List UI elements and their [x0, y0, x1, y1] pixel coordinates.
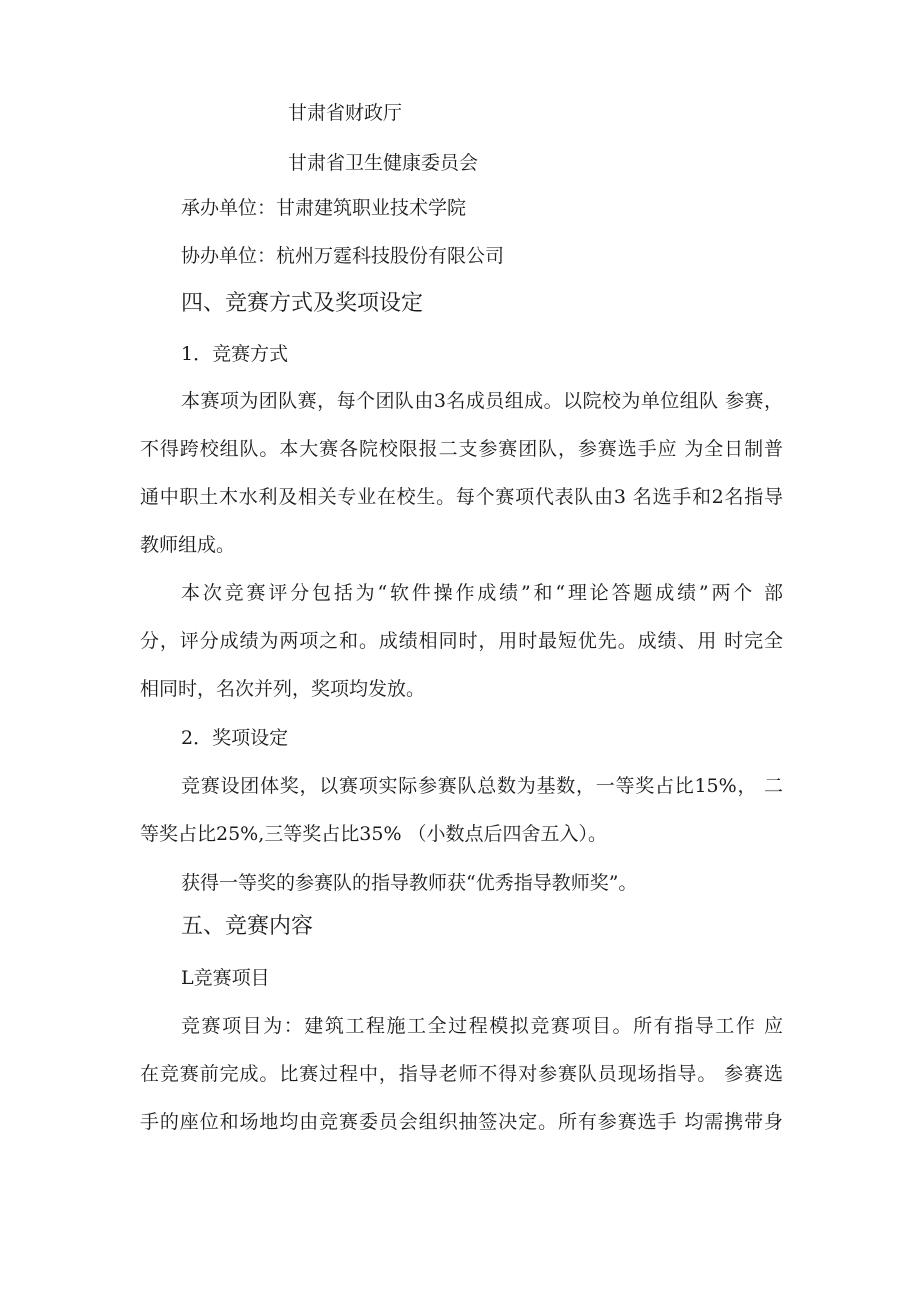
- section-5-heading: 五、竞赛内容: [181, 914, 314, 939]
- para-line: 等奖占比25%,三等奖占比35% （小数点后四舍五入）。: [140, 823, 608, 845]
- para-line: 本赛项为团队赛，每个团队由3名成员组成。以院校为单位组队 参赛，: [181, 390, 783, 412]
- para-line: 分，评分成绩为两项之和。成绩相同时，用时最短优先。成绩、用 时完全: [140, 630, 783, 652]
- para-line: 不得跨校组队。本大赛各院校限报二支参赛团队，参赛选手应 为全日制普: [140, 438, 783, 460]
- para-line: 通中职土木水利及相关专业在校生。每个赛项代表队由3 名选手和2名指导: [140, 486, 783, 508]
- para-line: 教师组成。: [140, 534, 236, 556]
- section-5-sub-1: L竞赛项目: [181, 967, 270, 989]
- host-unit: 承办单位：甘肃建筑职业技术学院: [181, 197, 467, 219]
- section-4-heading: 四、竞赛方式及奖项设定: [181, 291, 424, 316]
- organizer-finance: 甘肃省财政厅: [288, 102, 403, 124]
- section-4-sub-1: 1．竞赛方式: [181, 343, 289, 365]
- organizer-health: 甘肃省卫生健康委员会: [288, 152, 479, 174]
- para-line: 在竞赛前完成。比赛过程中，指导老师不得对参赛队员现场指导。 参赛选: [140, 1063, 783, 1085]
- co-host-unit: 协办单位：杭州万霆科技股份有限公司: [181, 245, 505, 267]
- para-line: 手的座位和场地均由竞赛委员会组织抽签决定。所有参赛选手 均需携带身: [140, 1111, 783, 1133]
- para-line: 竞赛项目为：建筑工程施工全过程模拟竞赛项目。所有指导工作 应: [181, 1015, 783, 1037]
- section-4-sub-2: 2．奖项设定: [181, 727, 289, 749]
- para-line: 相同时，名次并列，奖项均发放。: [140, 678, 426, 700]
- para-line: 本次竞赛评分包括为“软件操作成绩”和“理论答题成绩”两个 部: [181, 582, 783, 604]
- para-line: 获得一等奖的参赛队的指导教师获“优秀指导教师奖”。: [181, 872, 638, 894]
- para-line: 竞赛设团体奖，以赛项实际参赛队总数为基数，一等奖占比15%， 二: [181, 775, 783, 797]
